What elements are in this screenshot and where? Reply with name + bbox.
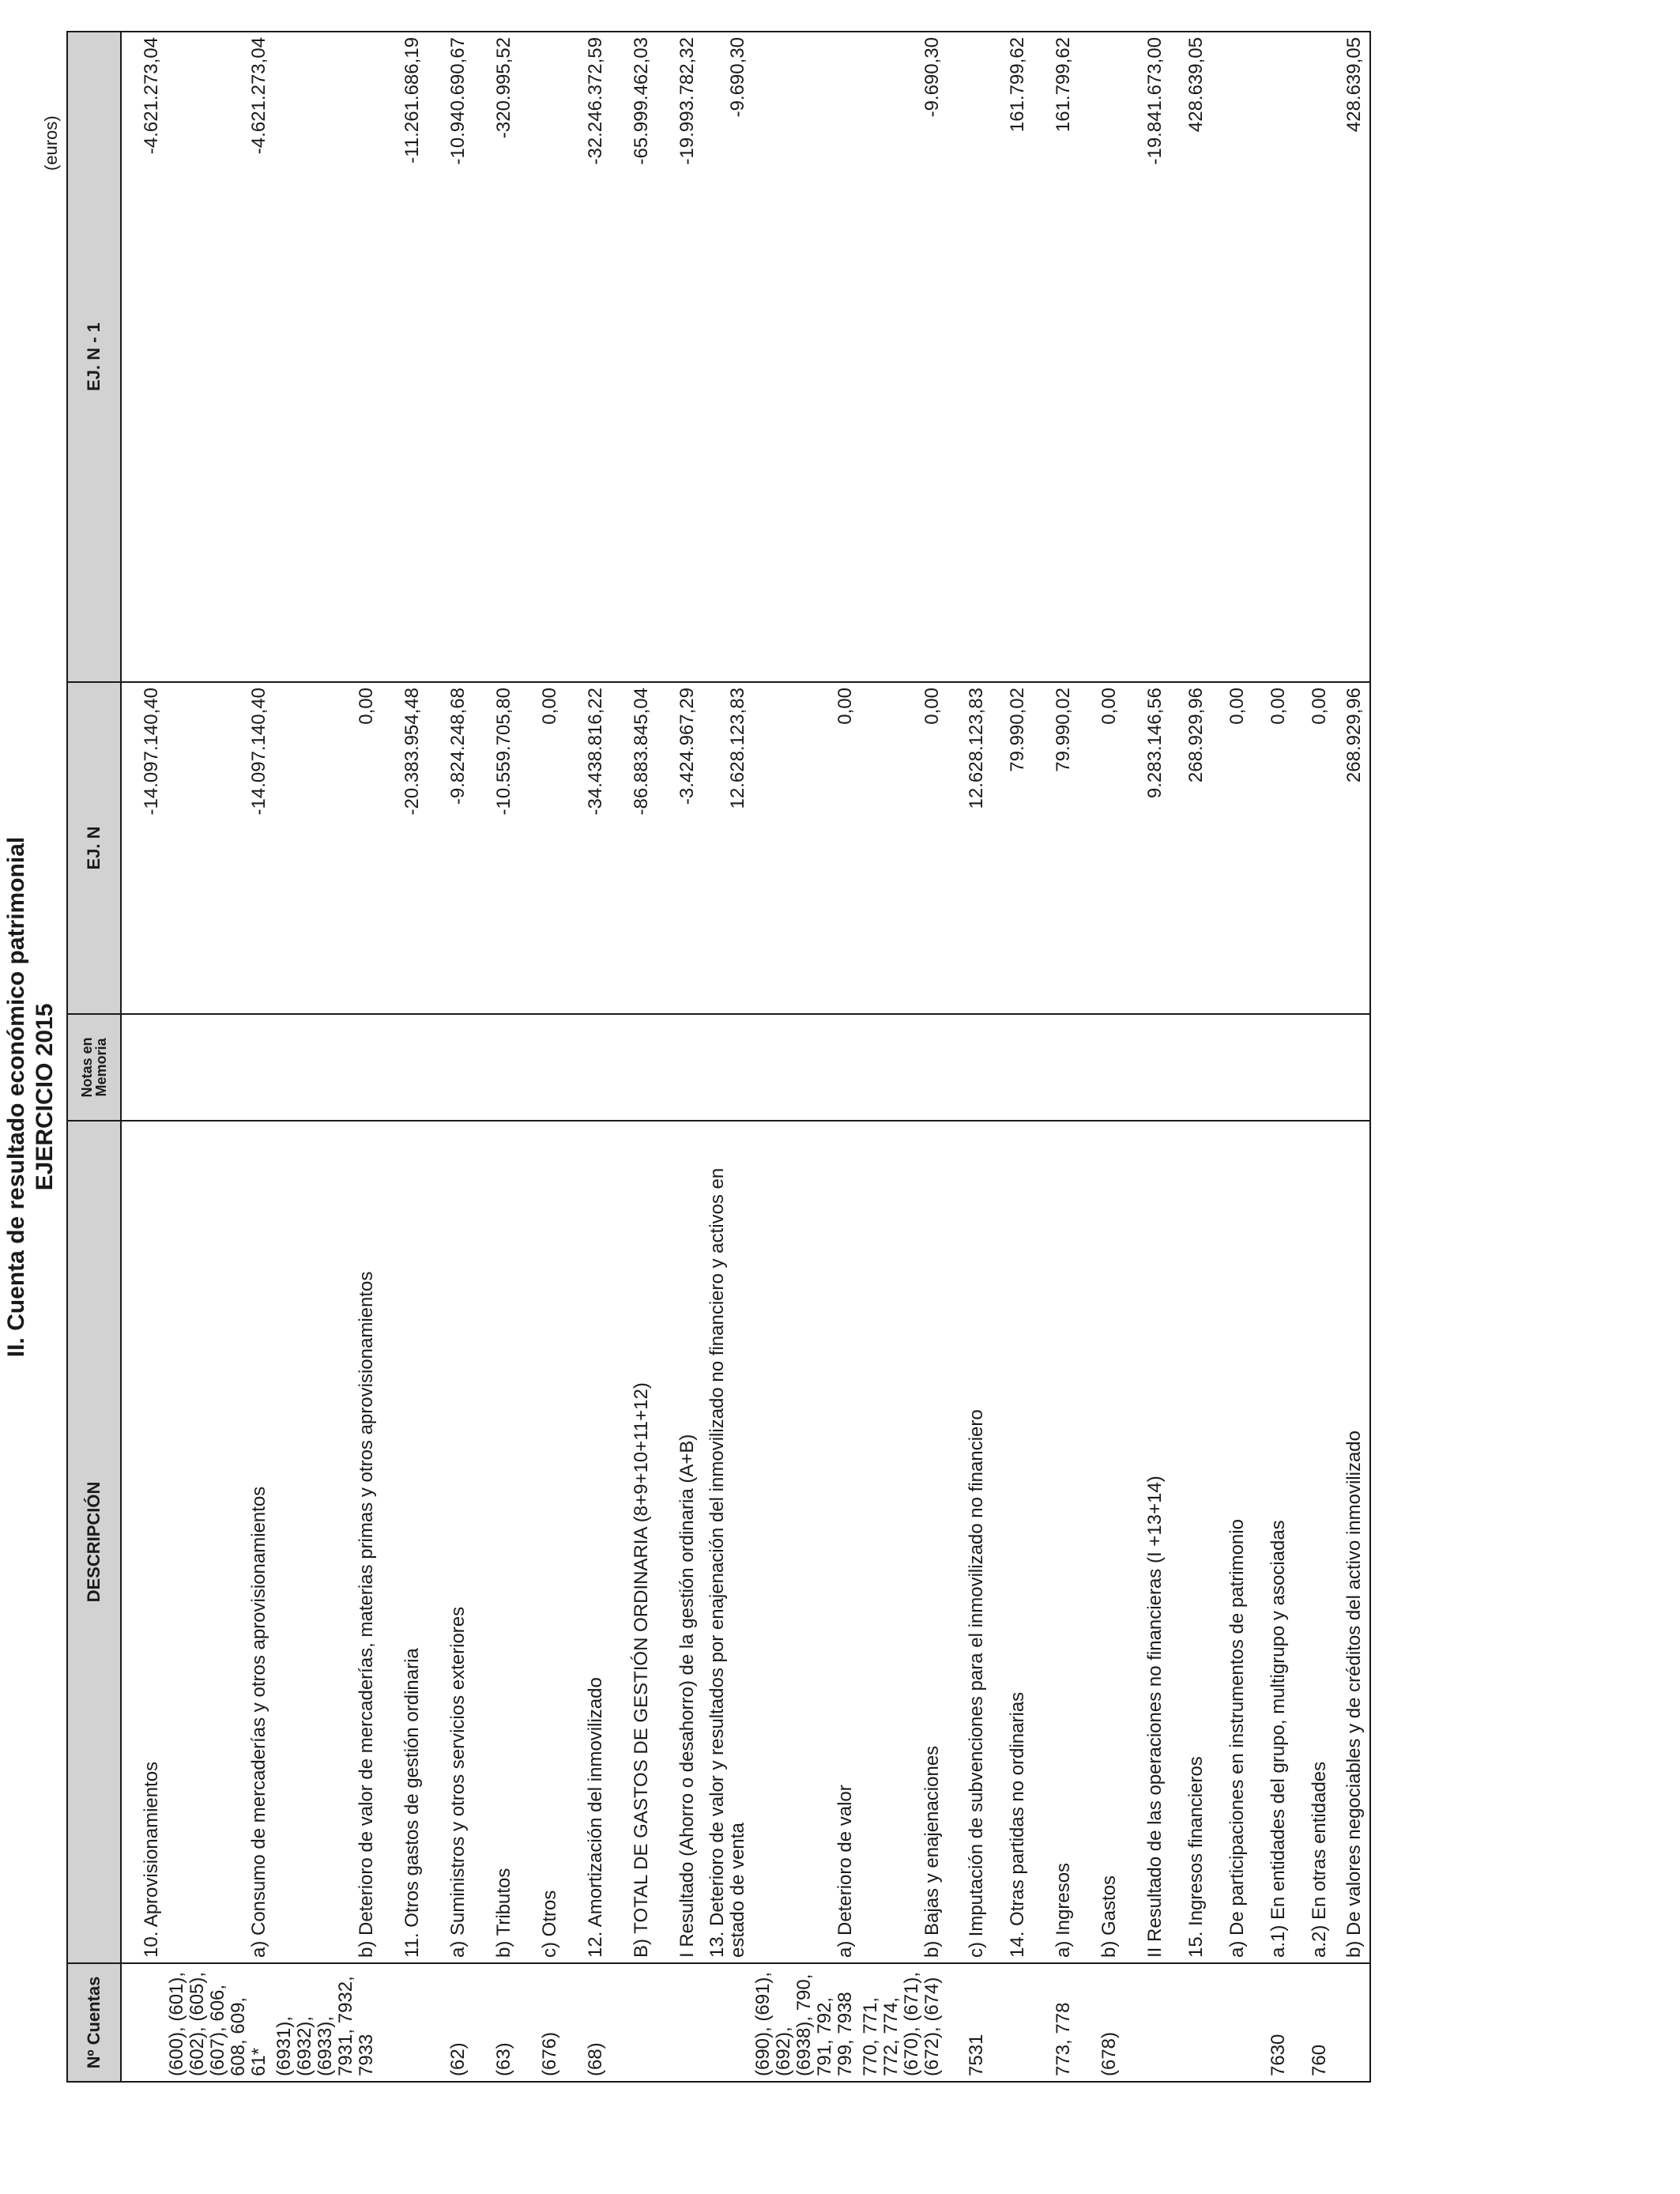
filler-cell bbox=[1369, 1121, 1370, 1963]
cell-cuentas: (676) bbox=[519, 1963, 565, 2082]
table-row bbox=[167, 32, 274, 2082]
cell-ej-n1: -4.621.273,04 bbox=[167, 32, 274, 682]
cell-ej-n: 268.929,96 bbox=[1335, 682, 1369, 1014]
table-row bbox=[753, 32, 861, 2082]
cell-ej-n: 12.628.123,83 bbox=[703, 682, 753, 1014]
cell-descripcion: a) Deterioro de valor bbox=[753, 1121, 861, 1963]
cell-ej-n: 0,00 bbox=[1211, 682, 1252, 1014]
cell-cuentas bbox=[703, 1963, 753, 2082]
cell-notas bbox=[565, 1014, 611, 1121]
cell-cuentas: 760 bbox=[1294, 1963, 1335, 2082]
table-row bbox=[428, 32, 473, 2082]
cell-ej-n1 bbox=[947, 32, 992, 682]
cell-ej-n: -14.097.140,40 bbox=[121, 682, 167, 1014]
cell-cuentas: 7630 bbox=[1252, 1963, 1294, 2082]
cell-descripcion: a) Ingresos bbox=[1033, 1121, 1079, 1963]
cell-cuentas: (68) bbox=[565, 1963, 611, 2082]
table-row bbox=[473, 32, 519, 2082]
cell-ej-n1: -9.690,30 bbox=[703, 32, 753, 682]
cell-notas bbox=[1335, 1014, 1369, 1121]
table-row bbox=[1294, 32, 1335, 2082]
cell-notas bbox=[861, 1014, 947, 1121]
cell-ej-n1 bbox=[274, 32, 382, 682]
cell-notas bbox=[1033, 1014, 1079, 1121]
filler-cell bbox=[1369, 32, 1370, 682]
cell-descripcion: b) De valores negociables y de créditos del activo inmovilizado bbox=[1335, 1121, 1369, 1963]
cell-notas bbox=[473, 1014, 519, 1121]
cell-notas bbox=[1170, 1014, 1211, 1121]
table-body bbox=[121, 32, 1370, 2082]
cell-descripcion: c) Imputación de subvenciones para el inmovilizado no financiero bbox=[947, 1121, 992, 1963]
col-header-notas: Notas en Memoria bbox=[67, 1014, 121, 1121]
cell-notas bbox=[1079, 1014, 1124, 1121]
cell-descripcion: B) TOTAL DE GASTOS DE GESTIÓN ORDINARIA (8+9+10+11+12) bbox=[611, 1121, 657, 1963]
cell-notas bbox=[1252, 1014, 1294, 1121]
cell-notas bbox=[167, 1014, 274, 1121]
table-row bbox=[703, 32, 753, 2082]
cell-ej-n1: 161.799,62 bbox=[992, 32, 1033, 682]
cell-notas bbox=[992, 1014, 1033, 1121]
table-filler-row bbox=[1369, 32, 1370, 2082]
cell-descripcion: 12. Amortización del inmovilizado bbox=[565, 1121, 611, 1963]
cell-notas bbox=[611, 1014, 657, 1121]
cell-ej-n1 bbox=[1211, 32, 1252, 682]
table-row bbox=[1124, 32, 1170, 2082]
col-header-cuentas: Nº Cuentas bbox=[67, 1963, 121, 2082]
table-row bbox=[274, 32, 382, 2082]
cell-ej-n1 bbox=[519, 32, 565, 682]
cell-notas bbox=[1211, 1014, 1252, 1121]
cell-ej-n: -86.883.845,04 bbox=[611, 682, 657, 1014]
cell-cuentas bbox=[992, 1963, 1033, 2082]
cell-ej-n1: 428.639,05 bbox=[1170, 32, 1211, 682]
cell-descripcion: 14. Otras partidas no ordinarias bbox=[992, 1121, 1033, 1963]
cell-ej-n: 12.628.123,83 bbox=[947, 682, 992, 1014]
table-row bbox=[992, 32, 1033, 2082]
cell-notas bbox=[382, 1014, 428, 1121]
cell-notas bbox=[1124, 1014, 1170, 1121]
table-row bbox=[519, 32, 565, 2082]
cell-cuentas: (600), (601), (602), (605), (607), 606, 608, 609, 61* bbox=[167, 1963, 274, 2082]
cell-ej-n: -3.424.967,29 bbox=[657, 682, 703, 1014]
cell-ej-n1 bbox=[1079, 32, 1124, 682]
cell-ej-n1 bbox=[1252, 32, 1294, 682]
cell-descripcion: 13. Deterioro de valor y resultados por enajenación del inmovilizado no financiero y activos en estado de venta bbox=[703, 1121, 753, 1963]
cell-notas bbox=[947, 1014, 992, 1121]
cell-cuentas bbox=[1170, 1963, 1211, 2082]
cell-descripcion: a.1) En entidades del grupo, multigrupo y asociadas bbox=[1252, 1121, 1294, 1963]
cell-ej-n1: -19.841.673,00 bbox=[1124, 32, 1170, 682]
cell-ej-n: 0,00 bbox=[753, 682, 861, 1014]
cell-descripcion: a) De participaciones en instrumentos de patrimonio bbox=[1211, 1121, 1252, 1963]
cell-notas bbox=[121, 1014, 167, 1121]
cell-cuentas: (690), (691), (692), (6938), 790, 791, 792, 799, 7938 bbox=[753, 1963, 861, 2082]
report-title: II. Cuenta de resultado económico patrimonial bbox=[3, 836, 29, 1358]
cell-ej-n1: -19.993.782,32 bbox=[657, 32, 703, 682]
cell-notas bbox=[274, 1014, 382, 1121]
cell-ej-n: -10.559.705,80 bbox=[473, 682, 519, 1014]
col-header-ej-n1: EJ. N - 1 bbox=[67, 32, 121, 682]
cell-cuentas bbox=[121, 1963, 167, 2082]
cell-notas bbox=[1294, 1014, 1335, 1121]
cell-ej-n1: 161.799,62 bbox=[1033, 32, 1079, 682]
table-row bbox=[1211, 32, 1252, 2082]
col-header-descripcion: DESCRIPCIÓN bbox=[67, 1121, 121, 1963]
cell-descripcion: b) Gastos bbox=[1079, 1121, 1124, 1963]
cell-ej-n: 79.990,02 bbox=[1033, 682, 1079, 1014]
cell-descripcion: b) Bajas y enajenaciones bbox=[861, 1121, 947, 1963]
cell-ej-n1 bbox=[753, 32, 861, 682]
cell-descripcion: II Resultado de las operaciones no financieras (I +13+14) bbox=[1124, 1121, 1170, 1963]
table-row bbox=[947, 32, 992, 2082]
table-row bbox=[1033, 32, 1079, 2082]
cell-cuentas: (6931), (6932), (6933), 7931, 7932, 7933 bbox=[274, 1963, 382, 2082]
cell-cuentas: 7531 bbox=[947, 1963, 992, 2082]
cell-cuentas bbox=[1211, 1963, 1252, 2082]
cell-cuentas: (678) bbox=[1079, 1963, 1124, 2082]
cell-descripcion: a) Consumo de mercaderías y otros aprovisionamientos bbox=[167, 1121, 274, 1963]
table-row bbox=[1170, 32, 1211, 2082]
cell-descripcion: a) Suministros y otros servicios exteriores bbox=[428, 1121, 473, 1963]
cell-ej-n: 0,00 bbox=[1079, 682, 1124, 1014]
cell-descripcion: 10. Aprovisionamientos bbox=[121, 1121, 167, 1963]
cell-descripcion: a.2) En otras entidades bbox=[1294, 1121, 1335, 1963]
table-row bbox=[657, 32, 703, 2082]
cell-ej-n: 0,00 bbox=[1252, 682, 1294, 1014]
cell-ej-n1: -10.940.690,67 bbox=[428, 32, 473, 682]
table-row bbox=[1079, 32, 1124, 2082]
cell-ej-n: 0,00 bbox=[861, 682, 947, 1014]
cell-ej-n1: -9.690,30 bbox=[861, 32, 947, 682]
cell-ej-n: 0,00 bbox=[274, 682, 382, 1014]
cell-descripcion: 11. Otros gastos de gestión ordinaria bbox=[382, 1121, 428, 1963]
cell-ej-n: 268.929,96 bbox=[1170, 682, 1211, 1014]
table-row bbox=[382, 32, 428, 2082]
cell-ej-n1: 428.639,05 bbox=[1335, 32, 1369, 682]
cell-cuentas: (63) bbox=[473, 1963, 519, 2082]
cell-ej-n1: -65.999.462,03 bbox=[611, 32, 657, 682]
cell-cuentas: (62) bbox=[428, 1963, 473, 2082]
cell-cuentas: 770, 771, 772, 774, (670), (671), (672), (674) bbox=[861, 1963, 947, 2082]
units-label: (euros) bbox=[41, 115, 61, 171]
table-row bbox=[861, 32, 947, 2082]
table-header-row bbox=[67, 32, 121, 2082]
cell-ej-n1 bbox=[1294, 32, 1335, 682]
cell-ej-n1: -11.261.686,19 bbox=[382, 32, 428, 682]
table-row bbox=[611, 32, 657, 2082]
report-subtitle: EJERCICIO 2015 bbox=[32, 1003, 58, 1191]
cell-ej-n: 79.990,02 bbox=[992, 682, 1033, 1014]
cell-descripcion: c) Otros bbox=[519, 1121, 565, 1963]
cell-cuentas bbox=[1335, 1963, 1369, 2082]
cell-cuentas: 773, 778 bbox=[1033, 1963, 1079, 2082]
cell-notas bbox=[519, 1014, 565, 1121]
cell-descripcion: I Resultado (Ahorro o desahorro) de la gestión ordinaria (A+B) bbox=[657, 1121, 703, 1963]
table-row bbox=[1252, 32, 1294, 2082]
filler-cell bbox=[1369, 682, 1370, 1014]
results-table bbox=[66, 31, 1371, 2083]
cell-ej-n1: -320.995,52 bbox=[473, 32, 519, 682]
cell-notas bbox=[753, 1014, 861, 1121]
filler-cell bbox=[1369, 1014, 1370, 1121]
filler-cell bbox=[1369, 1963, 1370, 2082]
table-row bbox=[1335, 32, 1369, 2082]
table-row bbox=[121, 32, 167, 2082]
cell-ej-n: -9.824.248,68 bbox=[428, 682, 473, 1014]
cell-descripcion: 15. Ingresos financieros bbox=[1170, 1121, 1211, 1963]
cell-ej-n: 0,00 bbox=[1294, 682, 1335, 1014]
cell-cuentas bbox=[382, 1963, 428, 2082]
col-header-ej-n: EJ. N bbox=[67, 682, 121, 1014]
cell-ej-n: 9.283.146,56 bbox=[1124, 682, 1170, 1014]
cell-cuentas bbox=[1124, 1963, 1170, 2082]
cell-ej-n: -20.383.954,48 bbox=[382, 682, 428, 1014]
cell-notas bbox=[428, 1014, 473, 1121]
cell-descripcion: b) Deterioro de valor de mercaderías, materias primas y otros aprovisionamientos bbox=[274, 1121, 382, 1963]
cell-notas bbox=[657, 1014, 703, 1121]
cell-ej-n: 0,00 bbox=[519, 682, 565, 1014]
cell-cuentas bbox=[611, 1963, 657, 2082]
cell-cuentas bbox=[657, 1963, 703, 2082]
cell-notas bbox=[703, 1014, 753, 1121]
cell-ej-n1: -32.246.372,59 bbox=[565, 32, 611, 682]
table-row bbox=[565, 32, 611, 2082]
cell-descripcion: b) Tributos bbox=[473, 1121, 519, 1963]
cell-ej-n: -34.438.816,22 bbox=[565, 682, 611, 1014]
cell-ej-n1: -4.621.273,04 bbox=[121, 32, 167, 682]
cell-ej-n: -14.097.140,40 bbox=[167, 682, 274, 1014]
